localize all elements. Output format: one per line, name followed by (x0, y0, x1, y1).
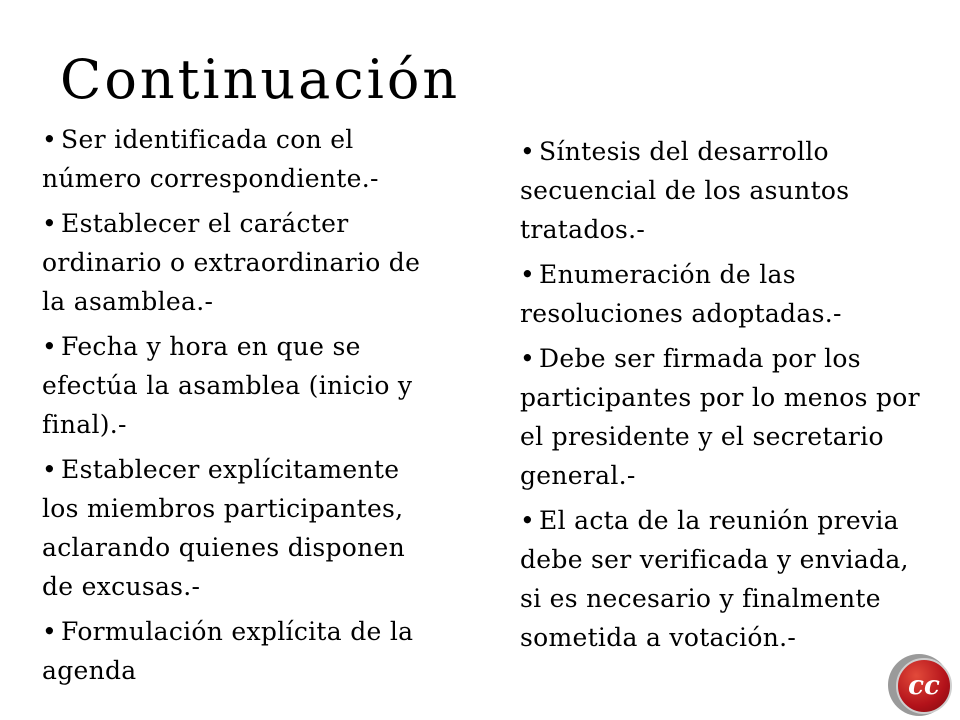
slide-title: Continuación (60, 48, 461, 111)
list-item: • Ser identificada con el número correspondiente.- (42, 120, 442, 198)
logo-disc (896, 658, 952, 714)
logo-text: cc (908, 671, 940, 701)
list-item: • Establecer explícitamente los miembros participantes, aclarando quienes disponen de excusas.- (42, 450, 442, 606)
list-item: • Formulación explícita de la agenda (42, 612, 442, 690)
list-item: • Enumeración de las resoluciones adoptadas.- (520, 255, 930, 333)
list-item: • Establecer el carácter ordinario o extraordinario de la asamblea.- (42, 204, 442, 321)
list-item: • Síntesis del desarrollo secuencial de los asuntos tratados.- (520, 132, 930, 249)
left-bullet-list (42, 120, 442, 696)
list-item: • Debe ser firmada por los participantes por lo menos por el presidente y el secretario general.- (520, 339, 930, 495)
cc-logo[interactable] (888, 654, 954, 720)
right-bullet-list (520, 132, 930, 663)
list-item: • Fecha y hora en que se efectúa la asamblea (inicio y final).- (42, 327, 442, 444)
list-item: • El acta de la reunión previa debe ser verificada y enviada, si es necesario y finalmente sometida a votación.- (520, 501, 930, 657)
